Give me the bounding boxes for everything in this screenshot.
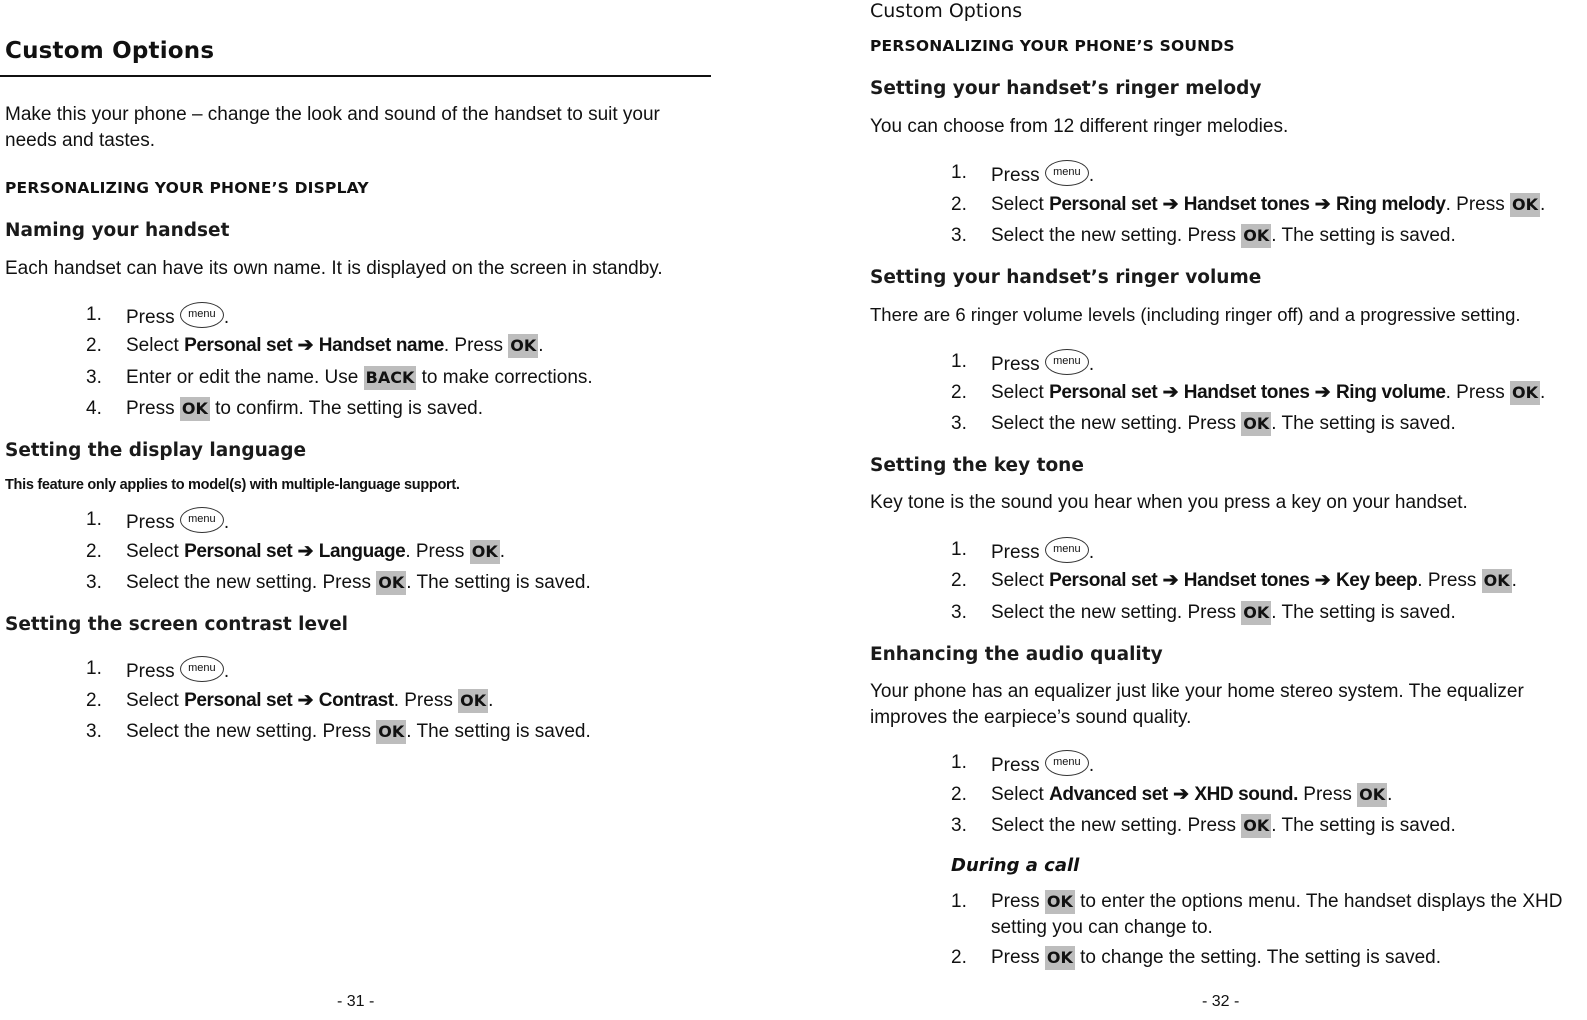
heading-naming: Naming your handset: [5, 220, 230, 241]
during-call-heading: During a call: [951, 855, 1080, 876]
heading-language: Setting the display language: [5, 440, 307, 461]
page-number-left: - 31 -: [337, 993, 375, 1010]
ok-key: OK: [1482, 569, 1512, 593]
page-number-right: - 32 -: [1202, 993, 1240, 1010]
menu-key-icon: menu: [180, 302, 224, 328]
keytone-desc: Key tone is the sound you hear when you press a key on your handset.: [870, 492, 1468, 513]
ok-key: OK: [1241, 412, 1271, 436]
right-page: Custom Options PERSONALIZING YOUR PHONE’S SOUNDS Setting your handset’s ringer melody You can choose from 12 different ringer melodies. 1. Press menu . 2. Select Personal set ➔ Handset tones ➔ Ring melody. Press OK . 3. Select the new setting. Press OK . The setting is saved. Setting your handset’s ringer volume There are 6 ringer volume levels (including ringer off) and a progressive setting. 1. Press menu . 2. Select Personal set ➔ Handset tones ➔ Ring volume. Press OK . 3. Select the new setting. Press OK . The setting is saved. Setting the key tone Key tone is the sound you hear when you press a key on your handset. 1. Press menu . 2. Select Personal set ➔ Handset tones ➔ Key beep. Press OK . 3. Select the new setting. Press OK . The setting is saved. Enhancing the audio quality Your phone has an equalizer just like your home stereo system. The equalizer improves the earpiece’s sound quality. 1. Press menu . 2. Select Advanced set ➔ XHD sound. Press OK . 3. Select the new setting. Press OK . The setting is saved. During a call 1. Press OK to enter the options menu. The handset displays the XHD setting you can change to. 2. Press OK to change the setting. The setting is saved. - 32 -: [868, 0, 1587, 1020]
arrow-icon: ➔: [1173, 784, 1190, 805]
ok-key: OK: [1241, 224, 1271, 248]
menu-key-icon: menu: [1045, 349, 1089, 375]
ok-key: OK: [180, 397, 210, 421]
section-heading-display: PERSONALIZING YOUR PHONE’S DISPLAY: [5, 179, 369, 197]
menu-key-icon: menu: [1045, 750, 1089, 776]
section-heading-sounds: PERSONALIZING YOUR PHONE’S SOUNDS: [870, 37, 1235, 55]
ok-key: OK: [376, 571, 406, 595]
arrow-icon: ➔: [297, 541, 314, 562]
ok-key: OK: [458, 689, 488, 713]
arrow-icon: ➔: [1162, 382, 1179, 403]
heading-audio: Enhancing the audio quality: [870, 644, 1163, 665]
ok-key: OK: [1510, 381, 1540, 405]
title-rule: [0, 75, 711, 77]
volume-desc: There are 6 ringer volume levels (including ringer off) and a progressive setting.: [870, 304, 1521, 325]
menu-key-icon: menu: [1045, 160, 1089, 186]
page-title-right: Custom Options: [870, 0, 1023, 22]
naming-desc: Each handset can have its own name. It is displayed on the screen in standby.: [5, 258, 663, 279]
ok-key: OK: [508, 334, 538, 358]
arrow-icon: ➔: [297, 690, 314, 711]
arrow-icon: ➔: [1314, 194, 1331, 215]
ok-key: OK: [376, 720, 406, 744]
page-title-left: Custom Options: [5, 38, 215, 64]
ok-key: OK: [1357, 783, 1387, 807]
ok-key: OK: [1045, 890, 1075, 914]
left-page: Custom Options Make this your phone – change the look and sound of the handset to suit your needs and tastes. PERSONALIZING YOUR PHONE’S DISPLAY Naming your handset Each handset can have its own name. It is displayed on the screen in standby. 1. Press menu . 2. Select Personal set ➔ Handset name. Press OK . 3. Enter or edit the name. Use BACK to make corrections. 4. Press OK to confirm. The setting is saved. Setting the display language This feature only applies to model(s) with multiple-language support. 1. Press menu . 2. Select Personal set ➔ Language. Press OK . 3. Select the new setting. Press OK . The setting is saved. Setting the screen contrast level 1. Press menu . 2. Select Personal set ➔ Contrast. Press OK . 3. Select the new setting. Press OK . The setting is saved. - 31 -: [0, 0, 720, 1020]
ok-key: OK: [1241, 814, 1271, 838]
intro-text: Make this your phone – change the look and sound of the handset to suit your needs and tastes.: [5, 104, 660, 151]
melody-desc: You can choose from 12 different ringer melodies.: [870, 116, 1289, 137]
audio-desc: Your phone has an equalizer just like your home stereo system. The equalizer improves the earpiece’s sound quality.: [870, 681, 1524, 728]
back-key: BACK: [364, 366, 417, 390]
call-step-1: 1. Press OK to enter the options menu. The handset displays the XHD setting you can change to.: [951, 891, 1563, 938]
heading-melody: Setting your handset’s ringer melody: [870, 78, 1262, 99]
language-note: This feature only applies to model(s) with multiple-language support.: [5, 477, 460, 493]
arrow-icon: ➔: [1314, 570, 1331, 591]
menu-key-icon: menu: [1045, 537, 1089, 563]
menu-key-icon: menu: [180, 507, 224, 533]
ok-key: OK: [1241, 601, 1271, 625]
heading-keytone: Setting the key tone: [870, 455, 1084, 476]
ok-key: OK: [1510, 193, 1540, 217]
ok-key: OK: [470, 540, 500, 564]
arrow-icon: ➔: [1162, 194, 1179, 215]
heading-volume: Setting your handset’s ringer volume: [870, 267, 1262, 288]
arrow-icon: ➔: [1314, 382, 1331, 403]
menu-key-icon: menu: [180, 656, 224, 682]
arrow-icon: ➔: [297, 335, 314, 356]
heading-contrast: Setting the screen contrast level: [5, 614, 348, 635]
ok-key: OK: [1045, 946, 1075, 970]
arrow-icon: ➔: [1162, 570, 1179, 591]
